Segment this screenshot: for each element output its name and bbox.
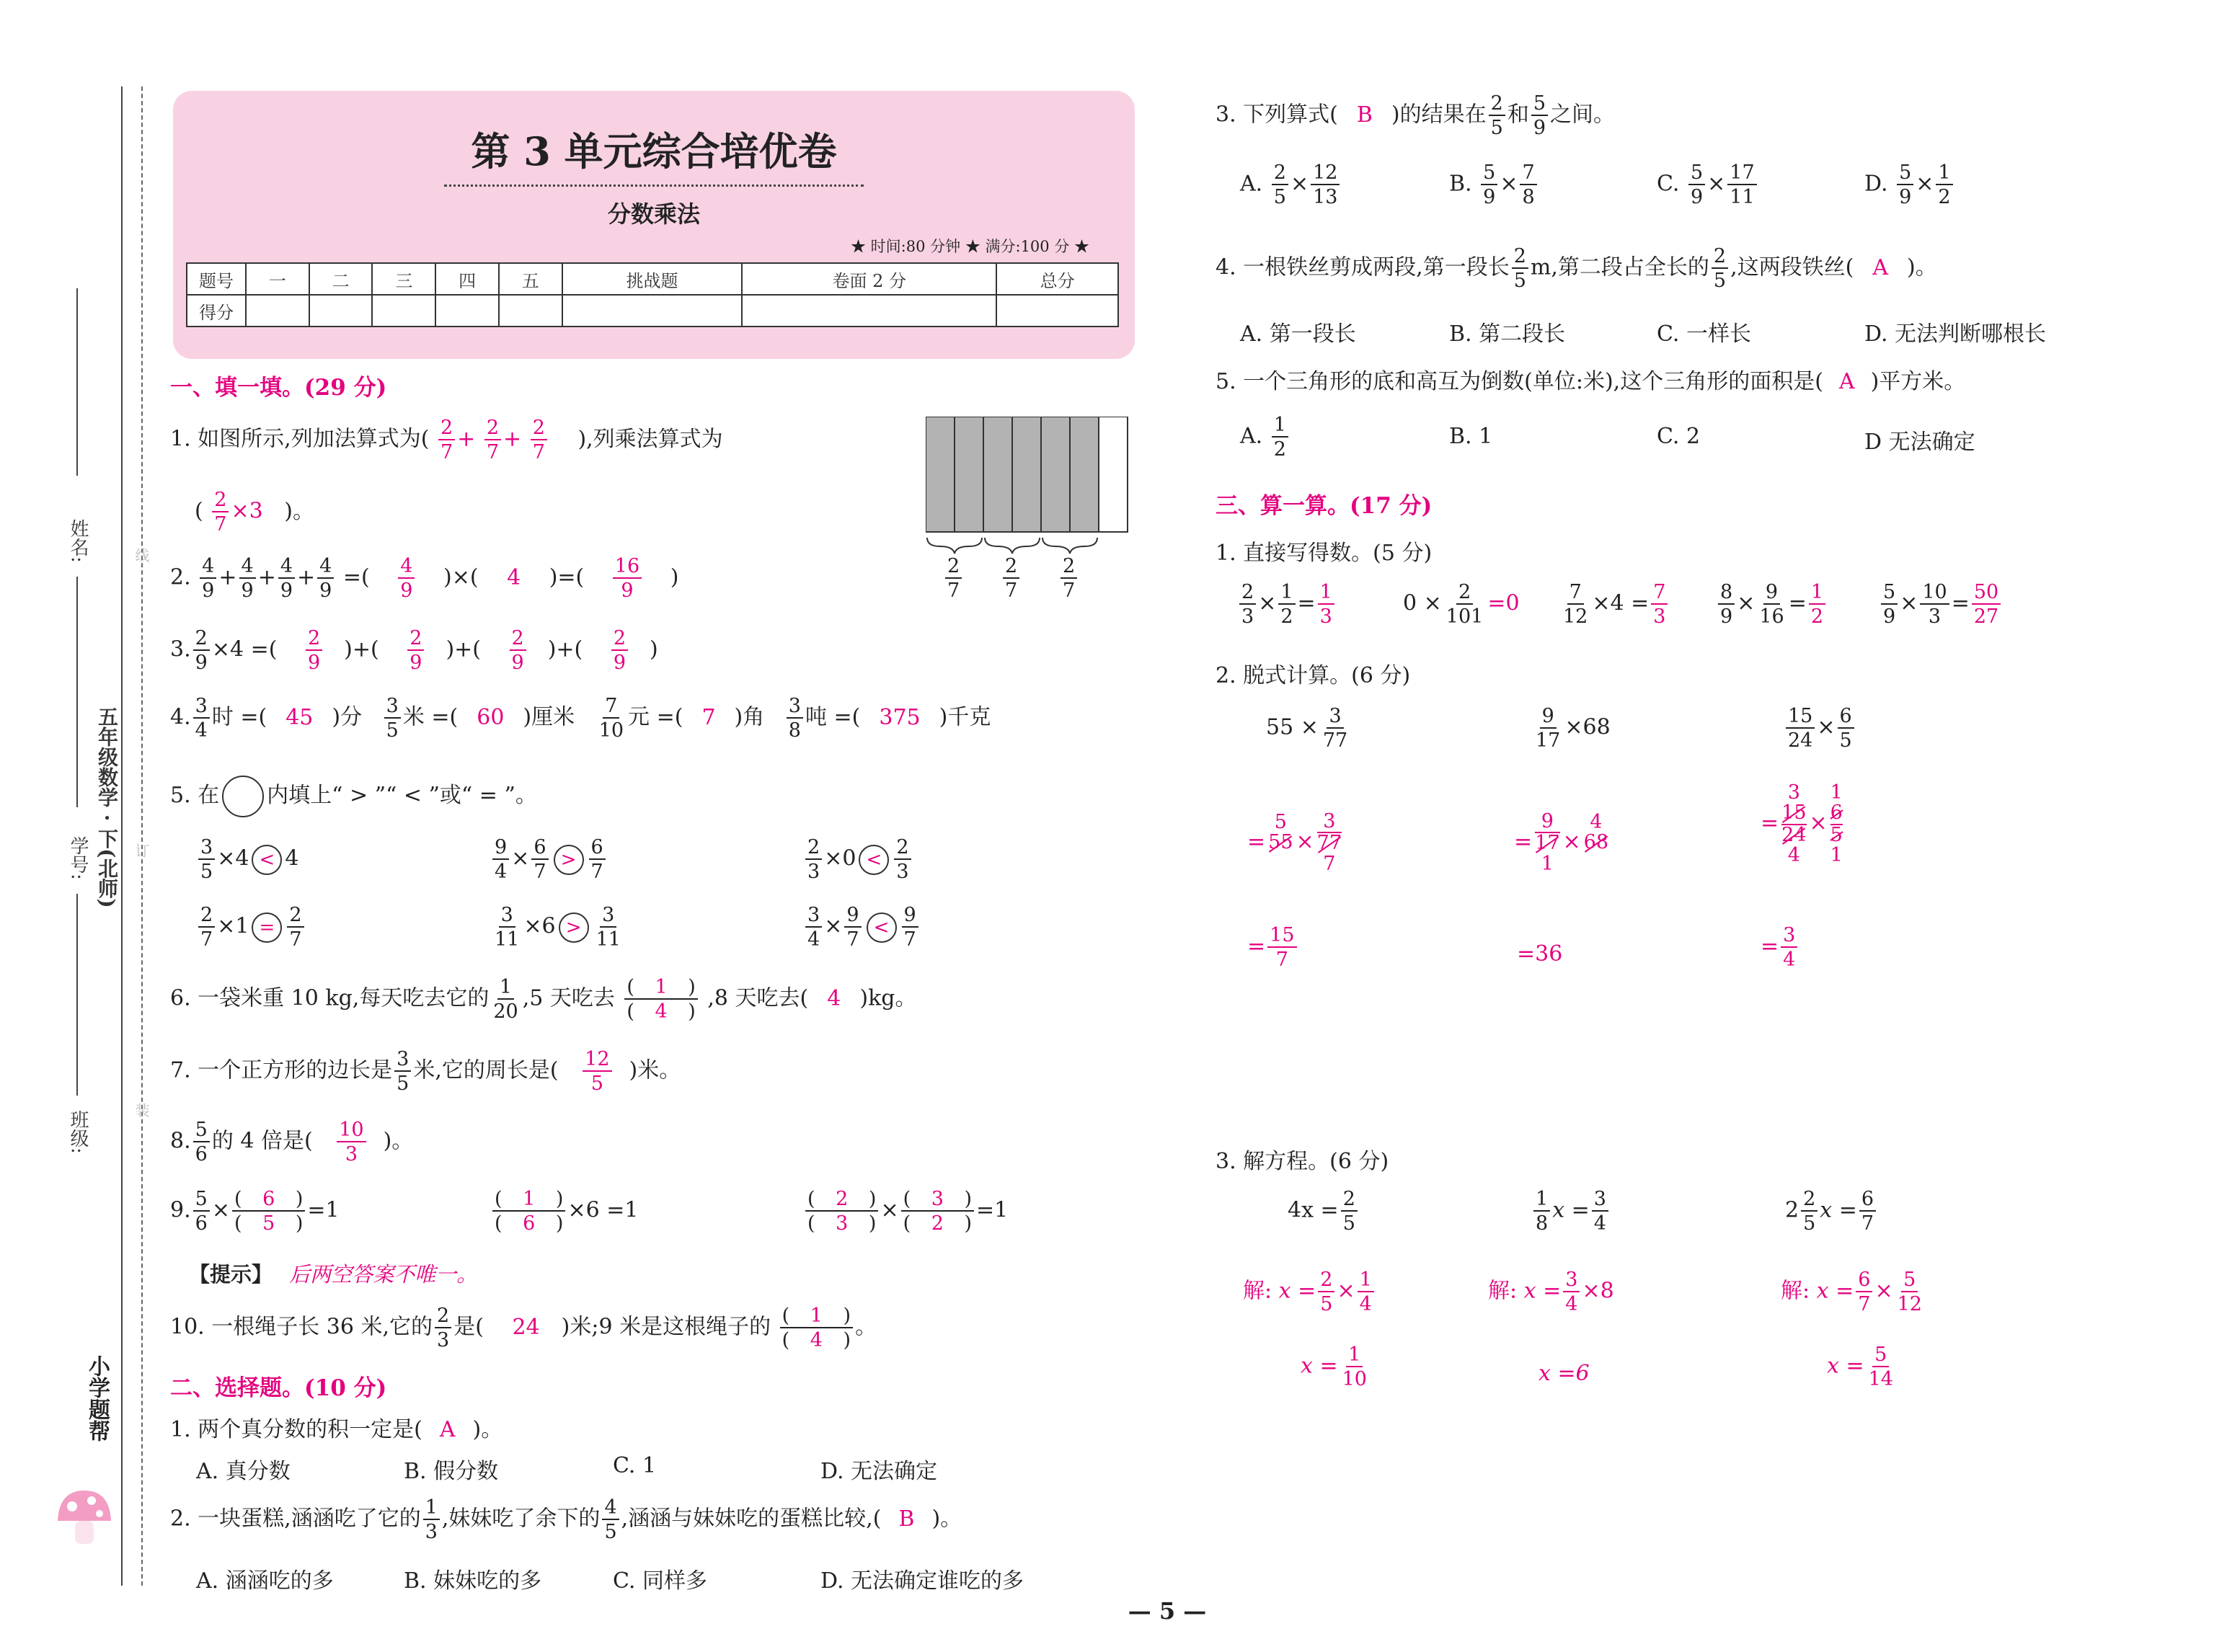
s1-q1-text: 1. 如图所示,列加法算式为( <box>170 426 430 452</box>
page-title: 第 3 单元综合培优卷 <box>471 128 837 174</box>
section-3-heading: 三、算一算。(17 分) <box>1216 493 1433 519</box>
score-table <box>186 262 1119 327</box>
sidebar-rule <box>121 86 123 1586</box>
score-header-cell: 二 <box>309 263 373 295</box>
s1-q8: 8. $\frac{5}{6}$ 的 4 倍是( $\frac{10}{3}$ )。 <box>170 1119 414 1165</box>
score-cell[interactable] <box>372 295 435 327</box>
option[interactable]: A. $\frac{2}{5}$ × $\frac{12}{13}$ <box>1240 163 1342 207</box>
score-header-cell: 五 <box>499 263 562 295</box>
equation: 2 $\frac{2}{5}$ x = $\frac{6}{7}$ <box>1785 1189 1878 1233</box>
work-step: = 9 17 1 × 4 68 <box>1514 810 1608 875</box>
option[interactable]: B. 假分数 <box>404 1459 499 1484</box>
s1-q1-text2: ),列乘法算式为 <box>577 426 723 452</box>
title-dotted-rule <box>444 185 864 187</box>
cut-line-label-3: 装 <box>133 1103 150 1117</box>
equation: 4x = $\frac{2}{5}$ <box>1288 1189 1360 1233</box>
fraction: $\frac{2}{7}$ <box>531 418 547 462</box>
option[interactable]: A. 涵涵吃的多 <box>196 1568 334 1594</box>
figure-label <box>1001 556 1022 600</box>
score-cell[interactable] <box>996 295 1118 327</box>
sidebar-dashed-rule <box>141 86 143 1586</box>
s3-calc: $\frac{8}{9}$ × $\frac{9}{16}$ = $\frac{1}{2}$ <box>1716 582 1828 626</box>
score-header-cell: 卷面 2 分 <box>742 263 996 295</box>
s2-q5: 5. 一个三角形的底和高互为倒数(单位:米),这个三角形的面积是( A )平方米。 <box>1216 369 1966 394</box>
option[interactable]: B. 1 <box>1449 424 1493 449</box>
figure-label <box>1058 556 1079 600</box>
score-cell[interactable] <box>246 295 309 327</box>
option[interactable]: A. 第一段长 <box>1240 321 1356 347</box>
cut-line-label-2: 订 <box>133 843 150 858</box>
s1-q5-item: $\frac{2}{7}$ ×1 = $\frac{2}{7}$ <box>196 905 306 949</box>
name-line <box>76 288 78 476</box>
class-line <box>76 894 78 1096</box>
s1-q1: 1. 如图所示,列加法算式为( $\frac{2}{7}$ + $\frac{2}{7}$ + $\frac{2}{7}$ ),列乘法算式为 <box>170 417 723 463</box>
hint-label: 【提示】 <box>189 1262 273 1287</box>
fraction: $\frac{2}{7}$ <box>1003 556 1019 600</box>
score-header-cell: 四 <box>435 263 499 295</box>
s1-q5-item: $\frac{3}{11}$ ×6 > $\frac{3}{11}$ <box>495 904 621 951</box>
s1-q9-c: $\frac{( 2 )}{( 3 )}$ × $\frac{( 3 )}{( 2 )}$ =1 <box>803 1189 1008 1233</box>
name-label: 姓名: <box>67 519 89 563</box>
s2-q2: 2. 一块蛋糕,涵涵吃了它的 $\frac{1}{3}$ ,妹妹吃了余下的 $\frac{4}{5}$ ,涵涵与妹妹吃的蛋糕比较,( B )。 <box>170 1496 962 1543</box>
figure-label <box>943 556 964 600</box>
option[interactable]: A. 真分数 <box>196 1459 291 1484</box>
s1-q7: 7. 一个正方形的边长是 $\frac{3}{5}$ 米,它的周长是( $\frac{12}{5}$ )米。 <box>170 1048 681 1095</box>
s1-q9-b: $\frac{( 1 )}{( 6 )}$ ×6 =1 <box>490 1189 638 1233</box>
s1-q5-item: $\frac{3}{5}$ ×4 < 4 <box>196 838 299 881</box>
solution-result: x = $\frac{5}{14}$ <box>1827 1344 1893 1390</box>
s1-q1-line2 <box>195 490 314 534</box>
paren: ( <box>195 498 203 524</box>
s1-q5-item: $\frac{2}{3}$ ×0 < $\frac{2}{3}$ <box>803 838 913 881</box>
blank-circle <box>222 776 264 817</box>
work-result: = $\frac{15}{7}$ <box>1247 925 1299 969</box>
option[interactable]: A. $\frac{1}{2}$ <box>1240 415 1290 459</box>
s3-calc: $\frac{7}{12}$ ×4 = $\frac{7}{3}$ <box>1559 582 1670 626</box>
option[interactable]: D. 无法确定谁吃的多 <box>820 1568 1024 1594</box>
score-header-cell: 三 <box>372 263 435 295</box>
option[interactable]: C. 1 <box>613 1453 657 1478</box>
option[interactable]: C. 一样长 <box>1657 321 1751 347</box>
brand-label: 小学题帮 <box>84 1355 110 1442</box>
s2-q3: 3. 下列算式( B )的结果在 $\frac{2}{5}$ 和 $\frac{5}{9}$ 之间。 <box>1216 92 1616 139</box>
s3-part2: 2. 脱式计算。(6 分) <box>1216 663 1411 688</box>
score-cell[interactable] <box>435 295 499 327</box>
paren: )。 <box>284 498 314 524</box>
fraction: $\frac{2}{7}$ <box>945 556 962 600</box>
s3-part1: 1. 直接写得数。(5 分) <box>1216 541 1433 566</box>
cut-line-label-1: 线 <box>133 548 150 562</box>
s3-calc: $\frac{2}{3}$ × $\frac{1}{2}$ = $\frac{1}{3}$ <box>1237 582 1337 626</box>
section-2-heading: 二、选择题。(10 分) <box>170 1375 387 1401</box>
score-header-cell: 题号 <box>187 263 246 295</box>
class-label: 班级: <box>67 1110 89 1154</box>
hint <box>189 1258 477 1288</box>
hint-text: 后两空答案不唯一。 <box>289 1262 478 1287</box>
id-label: 学号: <box>67 836 89 880</box>
s1-q10: 10. 一根绳子长 36 米,它的 $\frac{2}{3}$ 是( 24 )米;9 米是这根绳子的 $\frac{( 1 )}{( 4 )}$ 。 <box>170 1305 877 1351</box>
s3-part3: 3. 解方程。(6 分) <box>1216 1149 1389 1174</box>
page-subtitle: 分数乘法 <box>607 200 700 228</box>
option[interactable]: B. $\frac{5}{9}$ × $\frac{7}{8}$ <box>1449 163 1539 207</box>
s3-expr: $\frac{9}{17}$ ×68 <box>1536 705 1611 752</box>
s3-calc: 0 × $\frac{2}{101}$ =0 <box>1403 581 1520 628</box>
score-cell[interactable] <box>562 295 743 327</box>
solution: 解: x = $\frac{3}{4}$ ×8 <box>1488 1269 1614 1315</box>
option[interactable]: C. 2 <box>1657 424 1701 449</box>
s1-q5-item: $\frac{3}{4}$ × $\frac{9}{7}$ < $\frac{9}{7}$ <box>803 905 921 949</box>
s1-q3: 3. $\frac{2}{9}$ ×4 =( $\frac{2}{9}$ )+( $\frac{2}{9}$ )+( $\frac{2}{9}$ )+( $\frac{2}{9}$ ) <box>170 627 658 674</box>
mushroom-logo-icon <box>52 1485 117 1550</box>
option[interactable]: C. 同样多 <box>613 1568 707 1594</box>
option[interactable]: D 无法确定 <box>1864 430 1975 455</box>
book-title: 五年级数学 · 下(北师) <box>95 706 119 908</box>
s3-expr: 55 × $\frac{3}{77}$ <box>1266 705 1348 752</box>
work-step: = 3 15 24 4 × 1 6 5 1 <box>1761 781 1843 867</box>
option[interactable]: D. 无法判断哪根长 <box>1864 321 2047 347</box>
fraction: $\frac{2}{7}$ <box>438 418 455 462</box>
score-header-cell: 一 <box>246 263 309 295</box>
fraction: $\frac{2}{7}$ <box>212 490 229 534</box>
option[interactable]: D. 无法确定 <box>820 1459 938 1484</box>
option[interactable]: B. 妹妹吃的多 <box>404 1568 542 1594</box>
option[interactable]: D. $\frac{5}{9}$ × $\frac{1}{2}$ <box>1864 163 1955 207</box>
score-cell[interactable] <box>742 295 996 327</box>
s2-q4: 4. 一根铁丝剪成两段,第一段长 $\frac{2}{5}$ m,第二段占全长的 $\frac{2}{5}$ ,这两段铁丝( A )。 <box>1216 245 1937 292</box>
score-cell[interactable] <box>309 295 373 327</box>
s1-q4: 4. $\frac{3}{4}$ 时 =( 45 )分 $\frac{3}{5}$ 米 =( 60 )厘米 $\frac{7}{10}$ 元 =( 7 )角 $\frac{3}{8}$ 吨 =( 375 )千克 <box>170 695 991 742</box>
work-step: = 5 55 × 3 77 7 <box>1247 810 1342 875</box>
score-cell[interactable] <box>499 295 562 327</box>
solution: 解: x = $\frac{6}{7}$ × $\frac{5}{12}$ <box>1781 1269 1922 1315</box>
score-row-label: 得分 <box>187 295 246 327</box>
s1-q6: 6. 一袋米重 10 kg,每天吃去它的 $\frac{1}{20}$ ,5 天吃去 $\frac{( 1 )}{( 4 )}$ ,8 天吃去( 4 )kg。 <box>170 976 917 1023</box>
equation: $\frac{1}{8}$ x = $\frac{3}{4}$ <box>1531 1189 1611 1233</box>
fraction: $\frac{2}{7}$ <box>484 418 501 462</box>
s3-expr: $\frac{15}{24}$ × $\frac{6}{5}$ <box>1784 706 1856 750</box>
work-result: = $\frac{3}{4}$ <box>1761 925 1799 969</box>
s1-q5: 5. 在 内填上“ > ”“ < ”或“ = ”。 <box>170 776 537 817</box>
s3-calc: $\frac{5}{9}$ × $\frac{10}{3}$ = $\frac{50}{27}$ <box>1879 582 2003 626</box>
page-number: — 5 — <box>1128 1597 1207 1625</box>
solution: 解: x = $\frac{2}{5}$ × $\frac{1}{4}$ <box>1243 1270 1376 1314</box>
s1-q2: 2. $\frac{4}{9}$ + $\frac{4}{9}$ + $\frac{4}{9}$ + $\frac{4}{9}$ =( $\frac{4}{9}$ )×( 4 )=( $\frac{16}{9}$ ) <box>170 555 679 602</box>
option[interactable]: C. $\frac{5}{9}$ × $\frac{17}{11}$ <box>1657 163 1759 207</box>
id-line <box>76 577 78 807</box>
answer: ×3 <box>231 498 263 524</box>
exam-info: ★ 时间:80 分钟 ★ 满分:100 分 ★ <box>851 238 1090 255</box>
section-1-heading: 一、填一填。(29 分) <box>170 375 387 401</box>
solution-result: x = $\frac{1}{10}$ <box>1301 1344 1367 1390</box>
score-header-cell: 总分 <box>996 263 1118 295</box>
option[interactable]: B. 第二段长 <box>1449 321 1566 347</box>
s2-q1: 1. 两个真分数的积一定是( A )。 <box>170 1417 503 1442</box>
s1-q9: 9. $\frac{5}{6}$ × $\frac{( 6 )}{( 5 )}$ =1 <box>170 1188 340 1235</box>
solution-result: x =6 <box>1538 1361 1590 1386</box>
fraction: $\frac{2}{7}$ <box>1061 556 1077 600</box>
score-header-cell: 挑战题 <box>562 263 743 295</box>
s1-q5-item: $\frac{9}{4}$ × $\frac{6}{7}$ > $\frac{6}{7}$ <box>490 838 608 881</box>
work-result: =36 <box>1517 941 1563 967</box>
